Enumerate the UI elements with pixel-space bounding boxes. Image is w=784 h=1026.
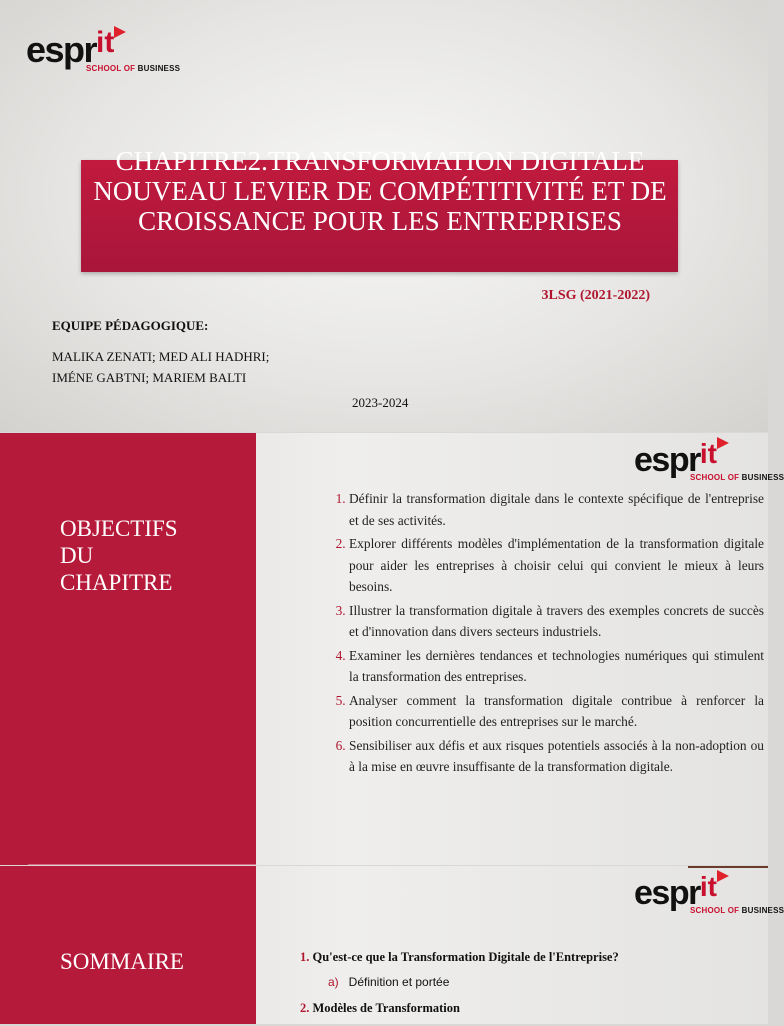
objectives-title: OBJECTIFS DU CHAPITRE (60, 516, 178, 595)
esprit-logo: espr it SCHOOL OF BUSINESS (634, 438, 784, 482)
flag-icon (114, 26, 126, 38)
summary-slide (0, 866, 784, 1024)
team-heading: EQUIPE PÉDAGOGIQUE: (52, 318, 209, 333)
logo-subtitle: SCHOOL OF BUSINESS (690, 906, 784, 915)
academic-year: 2023-2024 (352, 395, 409, 410)
flag-icon (717, 870, 729, 882)
class-year: 3LSG (2021-2022) (541, 288, 650, 303)
list-item: 3. Illustrer la transformation digitale à travers des exemples concrets de succès et d'innovation dans divers secteurs industriels. (349, 600, 764, 643)
list-item: 1. Définir la transformation digitale dans le contexte spécifique de l'entreprise et de ses activités. (349, 488, 764, 531)
title-slide (0, 0, 768, 432)
team-names: MALIKA ZENATI; MED ALI HADHRI; IMÉNE GABTNI; MARIEM BALTI (52, 349, 270, 385)
chapter-title: CHAPITRE2.TRANSFORMATION DIGITALE NOUVEAU LEVIER DE COMPÉTITIVITÉ ET DE CROISSANCE POUR LES ENTREPRISES (93, 146, 667, 236)
divider (28, 864, 256, 865)
list-item: 5. Analyser comment la transformation digitale contribue à renforcer la position concurrentielle des entreprises sur le marché. (349, 690, 764, 733)
divider (688, 866, 768, 868)
logo-subtitle: SCHOOL OF BUSINESS (86, 64, 181, 73)
red-side-panel (0, 433, 256, 865)
logo-subtitle: SCHOOL OF BUSINESS (690, 473, 784, 482)
list-item: 2. Modèles de Transformation (300, 1001, 460, 1015)
list-subitem: a) Définition et portée (328, 975, 450, 989)
list-item: 4. Examiner les dernières tendances et technologies numériques qui stimulent la transformation des entreprises. (349, 645, 764, 688)
esprit-logo: espr it SCHOOL OF BUSINESS (634, 871, 784, 915)
objectives-list (325, 488, 764, 780)
list-item: 6. Sensibiliser aux défis et aux risques potentiels associés à la non-adoption ou à la mise en œuvre insuffisante de la transformation digitale. (349, 735, 764, 778)
esprit-logo: espr it SCHOOL OF BUSINESS (26, 26, 181, 73)
flag-icon (717, 437, 729, 449)
list-item: 1. Qu'est-ce que la Transformation Digitale de l'Entreprise? (300, 950, 619, 964)
summary-list (300, 950, 750, 1026)
list-item: 2. Explorer différents modèles d'implémentation de la transformation digitale pour aider les entreprises à choisir celui qui convient le mieux à leurs besoins. (349, 533, 764, 598)
red-side-panel (0, 866, 256, 1024)
objectives-slide (0, 433, 784, 865)
summary-title: SOMMAIRE (60, 949, 184, 974)
